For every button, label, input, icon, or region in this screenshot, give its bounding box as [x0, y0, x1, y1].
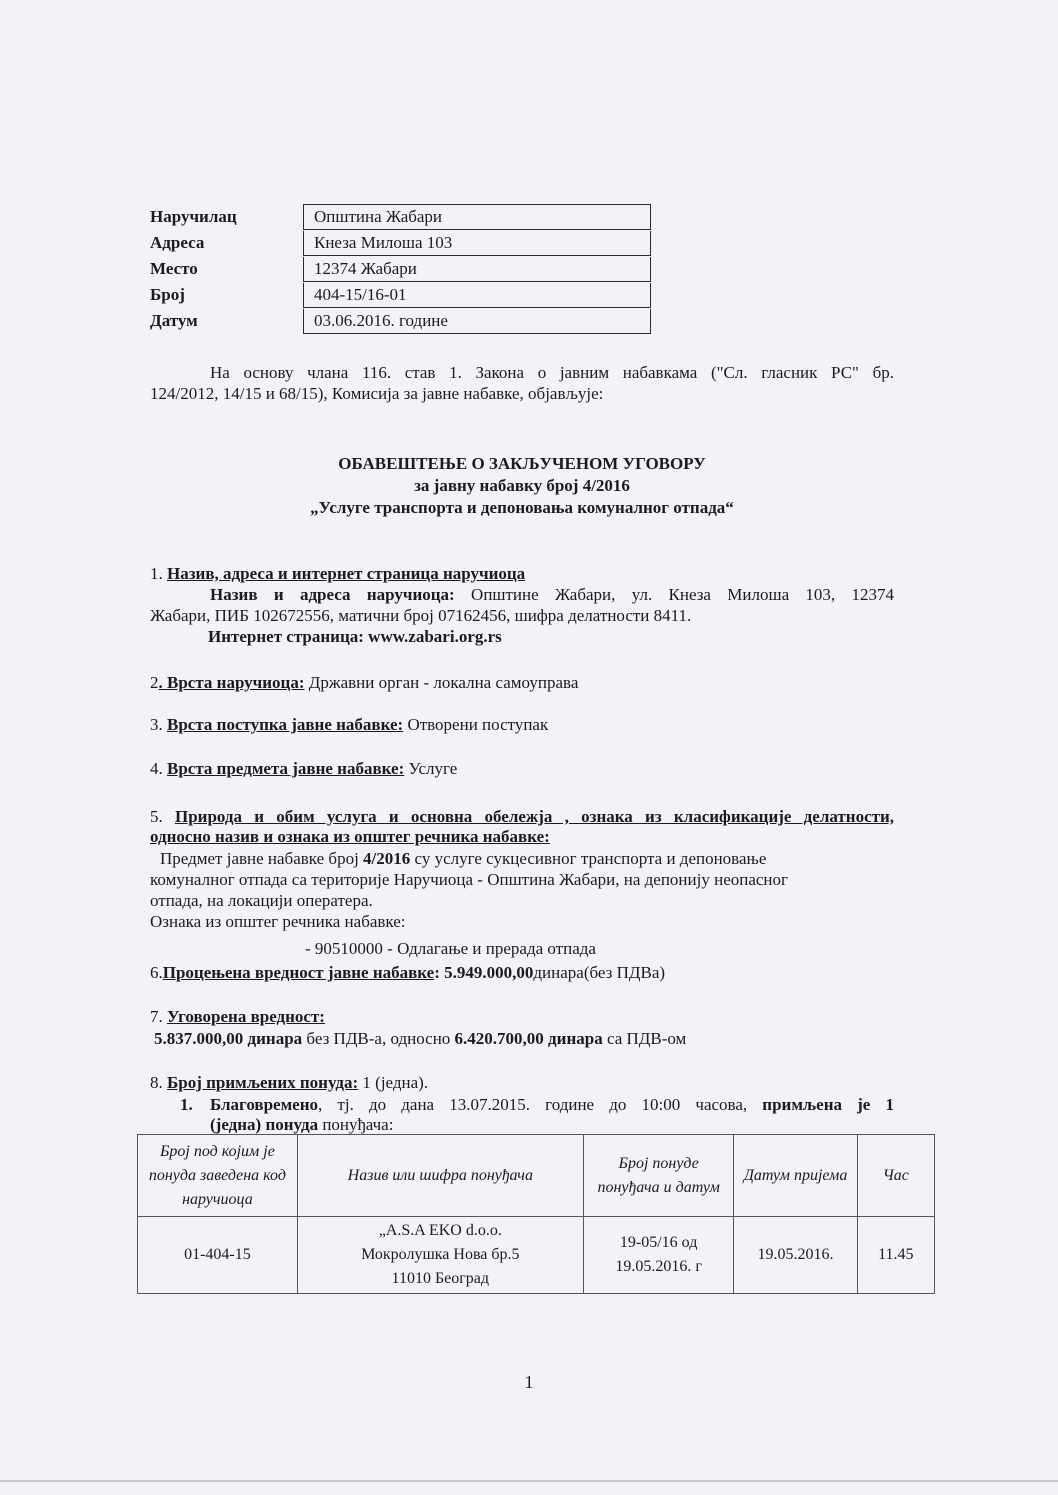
section-6: [150, 962, 665, 983]
section-1-line-1: [150, 584, 894, 605]
section-8-line-2: [210, 1114, 393, 1135]
section-number: 3.: [150, 715, 167, 734]
section-title: Врста предмета јавне набавке:: [167, 759, 405, 778]
text: , тј. до дана 13.07.2015. године до 10:00 часова,: [318, 1095, 763, 1114]
intro-line-2: 124/2012, 14/15 и 68/15), Комисија за јавне набавке, објављује:: [150, 384, 604, 403]
header-label: Место: [150, 259, 198, 278]
field-text: Општине Жабари, ул. Кнеза Милоша 103, 12374: [454, 585, 895, 604]
received-label: примљена је 1: [762, 1095, 894, 1114]
section-text: динара(без ПДВа): [533, 963, 666, 982]
list-number-text: 1.: [180, 1095, 193, 1114]
section-1-heading: [150, 563, 525, 584]
offer-date: 19.05.2016. г: [615, 1258, 702, 1275]
section-title: Природа и обим услуга и основна обележја , ознака из класификације делатности,: [174, 807, 895, 826]
header-value: 404-15/16-01: [303, 283, 651, 308]
text: са ПДВ-ом: [602, 1029, 687, 1048]
section-5-heading-1: [150, 806, 894, 827]
column-header: Датум пријема: [734, 1135, 857, 1217]
section-8-heading: [150, 1072, 428, 1093]
table-header-row: [138, 1135, 935, 1217]
section-text: Државни орган - локална самоуправа: [304, 673, 579, 692]
header-label: Адреса: [150, 233, 205, 252]
section-number: 1.: [150, 564, 167, 583]
bidder-cell: [297, 1217, 583, 1294]
intro-line-1: На основу члана 116. став 1. Закона о јавним набавкама ("Сл. гласник РС" бр.: [210, 363, 894, 382]
section-5-line-2: комуналног отпада са територије Наручиоца - Општина Жабари, на депонију неопасног: [150, 870, 788, 889]
section-8-line-1: [210, 1094, 894, 1115]
section-5-line-4: Ознака из општег речника набавке:: [150, 912, 406, 931]
contracting-authority-box: [150, 204, 651, 334]
column-header: Број понуде понуђача и датум: [583, 1135, 734, 1217]
registration-number-cell: 01-404-15: [138, 1217, 298, 1294]
bidder-city: 11010 Београд: [391, 1270, 490, 1287]
section-number: 4.: [150, 759, 167, 778]
scan-edge-divider: [0, 1480, 1058, 1482]
section-2: [150, 672, 578, 693]
header-row-number: [150, 282, 651, 308]
section-number: 8.: [150, 1073, 167, 1092]
procurement-number: 4/2016: [363, 849, 411, 868]
section-5-line-3: отпада, на локацији оператера.: [150, 891, 373, 910]
text: Предмет јавне набавке број: [160, 849, 364, 868]
column-header: Назив или шифра понуђача: [297, 1135, 583, 1217]
page-number: 1: [524, 1372, 534, 1392]
section-text: Услуге: [404, 759, 458, 778]
header-label: Датум: [150, 311, 198, 330]
table-row: [138, 1217, 935, 1294]
estimated-value: 5.949.000,00: [444, 963, 534, 982]
list-number: [180, 1094, 204, 1115]
section-title: Уговорена вредност:: [167, 1007, 325, 1026]
section-4: [150, 758, 457, 779]
text: без ПДВ-а, односно: [302, 1029, 455, 1048]
header-row-date: [150, 308, 651, 334]
field-label: Назив и адреса наручиоца:: [210, 585, 455, 604]
header-label: Број: [150, 285, 185, 304]
header-row-authority: [150, 204, 651, 230]
section-5-line-1: [150, 848, 766, 869]
website-line: Интернет страница: www.zabari.org.rs: [208, 627, 502, 646]
header-value: 12374 Жабари: [303, 257, 651, 282]
section-5-heading-2: односно назив и ознака из општег речника набавке:: [150, 827, 550, 846]
section-7-heading: [150, 1006, 325, 1027]
cpv-code: - 90510000 - Одлагање и прерада отпада: [305, 939, 596, 958]
received-date-cell: 19.05.2016.: [734, 1217, 857, 1294]
section-text: 1 (једна).: [358, 1073, 429, 1092]
section-title: Врста поступка јавне набавке:: [167, 715, 404, 734]
text: понуђача:: [318, 1115, 394, 1134]
timely-label: Благовремено: [210, 1095, 319, 1114]
colon: :: [434, 963, 445, 982]
header-row-address: [150, 230, 651, 256]
column-header: Час: [857, 1135, 934, 1217]
section-number: 2: [150, 673, 159, 692]
offer-number: 19-05/16 од: [619, 1234, 698, 1251]
procurement-subject: „Услуге транспорта и депоновања комуналног отпада“: [310, 498, 734, 517]
notice-title: ОБАВЕШТЕЊЕ О ЗАКЉУЧЕНОМ УГОВОРУ: [338, 454, 706, 473]
text-bold: (једна) понуда: [210, 1115, 319, 1134]
time-cell: 11.45: [857, 1217, 934, 1294]
notice-subtitle: за јавну набавку број 4/2016: [414, 476, 630, 495]
text: су услуге сукцесивног транспорта и депоновање: [410, 849, 767, 868]
value-with-vat: 6.420.700,00 динара: [454, 1029, 603, 1048]
header-value: Општина Жабари: [303, 204, 651, 230]
value-without-vat: 5.837.000,00 динара: [154, 1029, 303, 1048]
column-header: Број под којим је понуда заведена код наручиоца: [138, 1135, 298, 1217]
offer-number-cell: [583, 1217, 734, 1294]
section-number: 5.: [150, 807, 175, 826]
section-number: 6.: [150, 963, 163, 982]
section-number: 7.: [150, 1007, 167, 1026]
bidder-name: „A.S.A EKO d.o.o.: [378, 1222, 502, 1239]
header-label: Наручилац: [150, 207, 237, 226]
section-1-line-2: Жабари, ПИБ 102672556, матични број 07162456, шифра делатности 8411.: [150, 606, 692, 625]
header-value: 03.06.2016. године: [303, 309, 651, 334]
section-title: Назив, адреса и интернет страница наручиоца: [167, 564, 526, 583]
section-text: Отворени поступак: [403, 715, 549, 734]
section-title: . Врста наручиоца:: [158, 673, 305, 692]
section-title: Процењена вредност јавне набавке: [162, 963, 435, 982]
section-title: Број примљених понуда:: [167, 1073, 359, 1092]
offers-table: [137, 1134, 935, 1294]
header-value: Кнеза Милоша 103: [303, 231, 651, 256]
header-row-place: [150, 256, 651, 282]
bidder-street: Мокролушка Нова бр.5: [361, 1246, 520, 1263]
contract-value-line: [154, 1028, 686, 1049]
section-3: [150, 714, 548, 735]
